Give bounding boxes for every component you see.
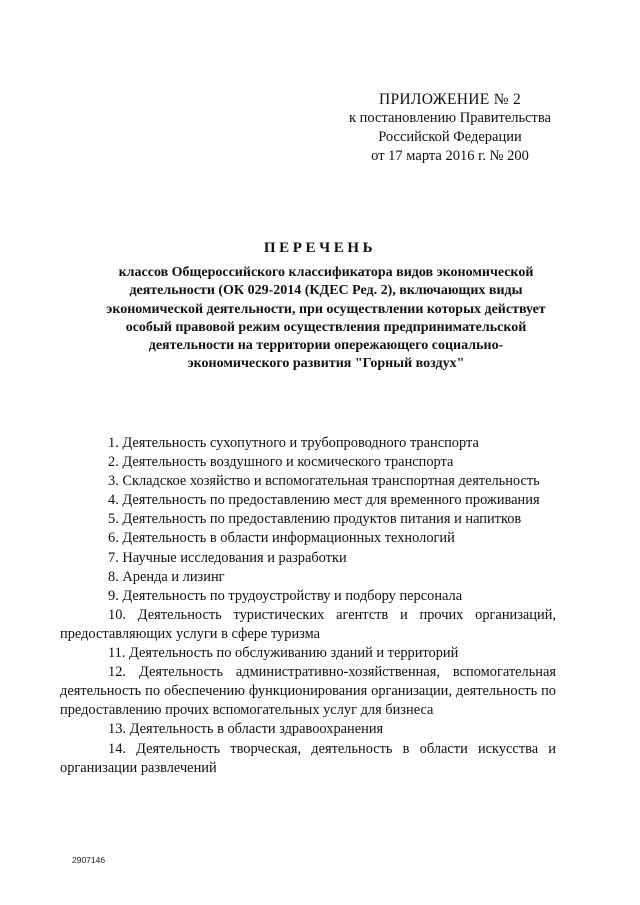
subtitle-line: экономического развития "Горный воздух": [187, 356, 465, 372]
appendix-line-2: Российской Федерации: [378, 129, 522, 145]
list-item: 7. Научные исследования и разработки: [108, 549, 347, 566]
document-title: ПЕРЕЧЕНЬ: [263, 240, 377, 256]
list-item: 9. Деятельность по трудоустройству и подбору персонала: [108, 587, 463, 604]
document-code: 2907146: [72, 855, 106, 865]
list-item: 2. Деятельность воздушного и космического транспорта: [108, 454, 454, 471]
list-item: 3. Складское хозяйство и вспомогательная транспортная деятельность: [108, 473, 540, 490]
appendix-line-3: от 17 марта 2016 г. № 200: [371, 148, 529, 164]
subtitle-line: деятельности (ОК 029-2014 (КДЕС Ред. 2), включающих виды: [129, 283, 523, 299]
list-item: 6. Деятельность в области информационных технологий: [108, 530, 455, 547]
list-item: 1. Деятельность сухопутного и трубопроводного транспорта: [108, 435, 479, 451]
list-item: 8. Аренда и лизинг: [108, 568, 225, 585]
appendix-line-1: к постановлению Правительства: [349, 110, 551, 126]
list-item: 12. Деятельность административно-хозяйственная, вспомогательная деятельность по обеспечению функционирования организации, деятельность по предоставлению прочих вспомогательных услуг для бизнеса: [60, 664, 556, 719]
list-item: 4. Деятельность по предоставлению мест для временного проживания: [108, 492, 540, 509]
subtitle-line: особый правовой режим осуществления предпринимательской: [125, 319, 527, 335]
list-item: 10. Деятельность туристических агентств и прочих организаций, предоставляющих услуги в сфере туризма: [60, 606, 556, 642]
appendix-block: [330, 90, 570, 166]
list-item: 5. Деятельность по предоставлению продуктов питания и напитков: [108, 511, 522, 528]
subtitle-line: деятельности на территории опережающего социально-: [148, 338, 504, 354]
document-subtitle: [80, 264, 572, 374]
subtitle-line: экономической деятельности, при осуществлении которых действует: [106, 301, 546, 317]
appendix-heading: ПРИЛОЖЕНИЕ № 2: [378, 91, 522, 108]
list-item: 13. Деятельность в области здравоохранения: [108, 721, 384, 738]
activity-list: [60, 434, 556, 778]
list-item: 11. Деятельность по обслуживанию зданий и территорий: [108, 645, 459, 662]
subtitle-line: классов Общероссийского классификатора видов экономической: [118, 265, 534, 280]
list-item: 14. Деятельность творческая, деятельность в области искусства и организации развлечений: [60, 740, 556, 776]
